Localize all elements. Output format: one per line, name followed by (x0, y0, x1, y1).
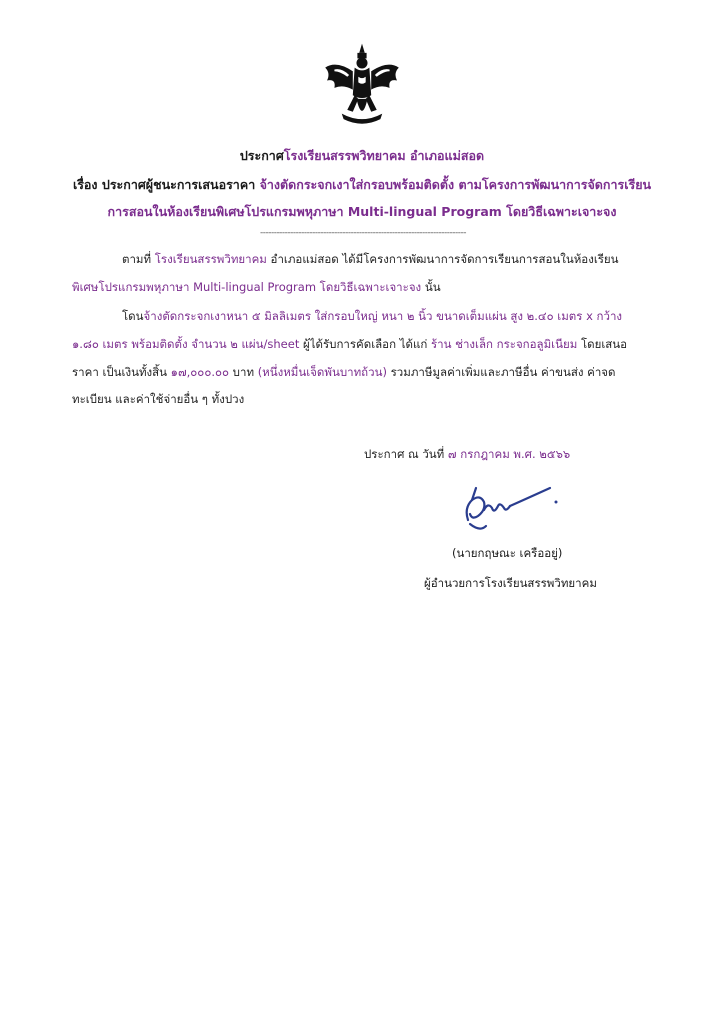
announce-date-line (364, 446, 570, 464)
p2-item: จ้างตัดกระจกเงาหนา ๕ มิลลิเมตร ใส่กรอบใหญ่ หนา ๒ นิ้ว ขนาดเต็มแผ่น สูง ๒.๔๐ เมตร x กว้าง (143, 309, 623, 323)
p1-rest: อำเภอแม่สอด ได้มีโครงการพัฒนาการจัดการเรียนการสอนในห้องเรียน (266, 252, 619, 266)
heading-line-3: การสอนในห้องเรียนพิเศษโปรแกรมพหุภาษา Multi-lingual Program โดยวิธีเฉพาะเจาะจง (107, 204, 617, 219)
subject-prefix: เรื่อง ประกาศผู้ชนะการเสนอราคา (72, 177, 260, 192)
school-name: โรงเรียนสรรพวิทยาคม อำเภอแม่สอด (283, 148, 485, 163)
p2-amount-words: (หนึ่งหมื่นเจ็ดพันบาทถ้วน) (257, 365, 387, 379)
paragraph-2-line-1 (122, 308, 622, 326)
p2-selected: ผู้ได้รับการคัดเลือก ได้แก่ (299, 337, 431, 351)
divider-line: --------------------------------------------------------------------------- (259, 228, 467, 238)
p2-amount: ๑๗,๐๐๐.๐๐ (170, 365, 230, 379)
p1-prefix: ตามที่ (122, 252, 155, 266)
p2-offer: โดยเสนอ (577, 337, 628, 351)
signatory-title: ผู้อำนวยการโรงเรียนสรรพวิทยาคม (424, 576, 597, 590)
p1-school: โรงเรียนสรรพวิทยาคม (154, 252, 267, 266)
announce-prefix: ประกาศ ณ วันที่ (364, 447, 448, 461)
announce-date: ๗ กรกฎาคม พ.ศ. ๒๕๖๖ (447, 447, 571, 461)
p2-shop: ร้าน ช่างเล็ก กระจกอลูมิเนียม (431, 337, 578, 351)
heading-prefix: ประกาศ (239, 148, 284, 163)
paragraph-2-line-2 (72, 336, 627, 354)
paragraph-2-line-4: ทะเบียน และค่าใช้จ่ายอื่น ๆ ทั้งปวง (72, 392, 245, 406)
p1-program: พิเศษโปรแกรมพหุภาษา Multi-lingual Program โดยวิธีเฉพาะเจาะจง (72, 280, 422, 294)
paragraph-1-line-2 (72, 279, 441, 297)
paragraph-2-line-3 (72, 364, 616, 382)
p2-taxes: รวมภาษีมูลค่าเพิ่มและภาษีอื่น ค่าขนส่ง ค่าจด (386, 365, 616, 379)
p1-tail: นั้น (421, 280, 441, 294)
handwritten-signature-icon (450, 480, 562, 540)
heading-line-2 (40, 175, 684, 195)
p2-prefix: โดน (122, 309, 144, 323)
subject-title: จ้างตัดกระจกเงาใส่กรอบพร้อมติดตั้ง ตามโครงการพัฒนาการจัดการเรียน (259, 177, 652, 192)
signatory-name: (นายกฤษณะ เครืออยู่) (452, 546, 563, 560)
paragraph-1-line-1 (122, 251, 619, 269)
heading-line-1 (40, 146, 684, 166)
p2-baht: บาท (229, 365, 258, 379)
p2-price-prefix: ราคา เป็นเงินทั้งสิ้น (72, 365, 171, 379)
garuda-emblem-icon (316, 40, 408, 132)
p2-item-cont: ๑.๘๐ เมตร พร้อมติดตั้ง จำนวน ๒ แผ่น/sheet (72, 337, 300, 351)
